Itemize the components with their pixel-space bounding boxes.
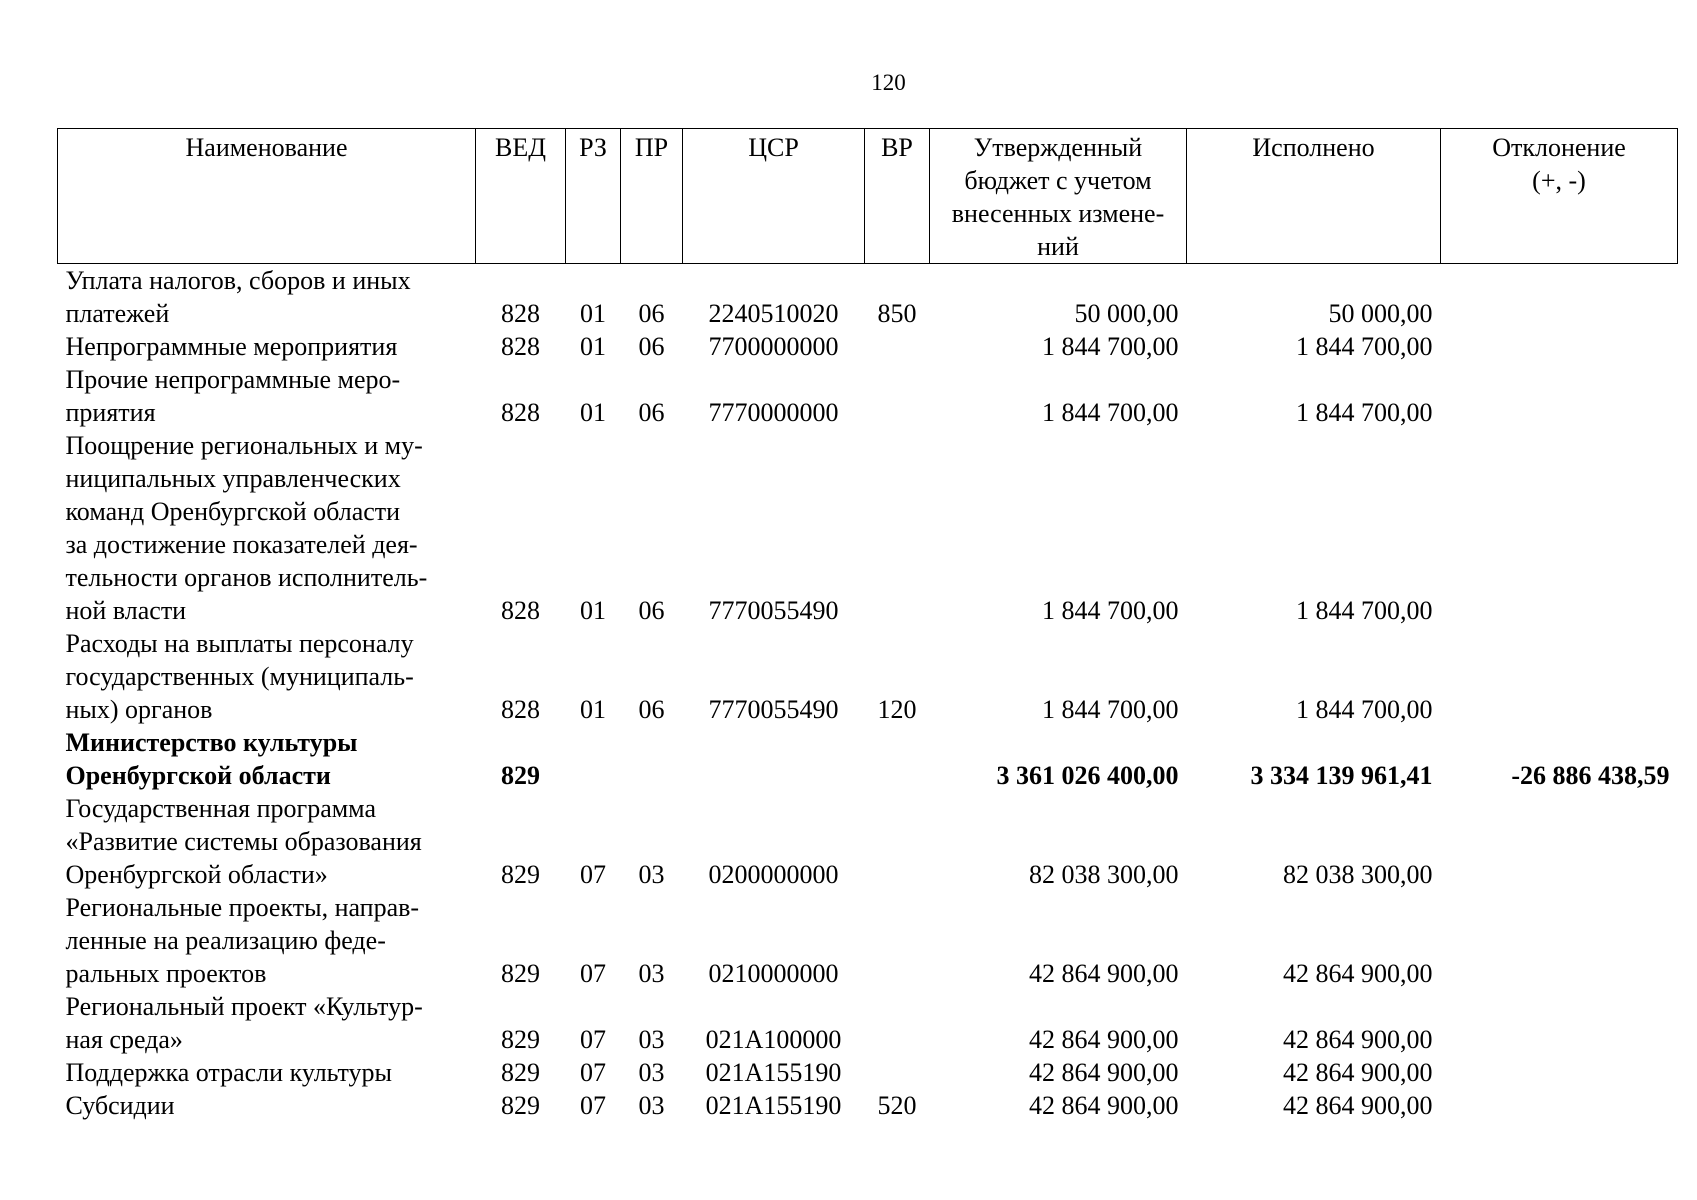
row-csr: 7770055490 <box>708 695 839 724</box>
row-name <box>58 1056 476 1089</box>
header-approved <box>930 129 1187 264</box>
row-pr: 06 <box>638 695 665 724</box>
row-name-line: ной власти <box>65 596 187 625</box>
row-executed: 1 844 700,00 <box>1296 332 1433 361</box>
row-deviation <box>1441 792 1678 891</box>
row-name <box>58 990 476 1056</box>
row-deviation <box>1441 1056 1678 1089</box>
header-text-line: ний <box>1037 232 1079 261</box>
row-pr: 03 <box>638 860 665 889</box>
row-deviation <box>1441 330 1678 363</box>
table-row <box>58 726 1678 792</box>
header-pr: ПР <box>621 129 683 264</box>
row-name-line: Региональные проекты, направ- <box>65 893 420 922</box>
row-vr: 520 <box>877 1091 917 1120</box>
page-number: 120 <box>871 70 906 95</box>
row-name-line: Непрограммные мероприятия <box>65 332 398 361</box>
row-vr <box>865 363 930 429</box>
row-pr: 06 <box>638 398 665 427</box>
row-vr <box>865 990 930 1056</box>
table-row <box>58 891 1678 990</box>
row-vr: 850 <box>877 299 917 328</box>
row-name-line: Уплата налогов, сборов и иных <box>65 266 411 295</box>
row-ved: 829 <box>501 1025 540 1054</box>
row-approved: 42 864 900,00 <box>1029 1025 1179 1054</box>
row-name-line: Прочие непрограммные меро- <box>65 365 401 394</box>
budget-table <box>57 128 1678 1122</box>
header-text-line: Утвержденный <box>973 133 1143 162</box>
header-deviation <box>1441 129 1678 264</box>
row-vr <box>865 429 930 627</box>
row-name <box>58 627 476 726</box>
row-vr <box>865 1056 930 1089</box>
row-approved: 1 844 700,00 <box>1042 332 1179 361</box>
row-csr: 021A155190 <box>705 1091 842 1120</box>
row-pr: 06 <box>638 596 665 625</box>
row-name-line: Министерство культуры <box>65 728 358 757</box>
row-pr: 03 <box>638 1058 665 1087</box>
row-name <box>58 264 476 331</box>
row-approved: 42 864 900,00 <box>1029 1058 1179 1087</box>
row-ved: 828 <box>501 398 540 427</box>
row-name-line: Расходы на выплаты персоналу <box>65 629 414 658</box>
row-ved: 829 <box>501 761 540 790</box>
row-pr: 06 <box>638 299 665 328</box>
table-row <box>58 792 1678 891</box>
row-executed: 1 844 700,00 <box>1296 596 1433 625</box>
row-name-line: ленные на реализацию феде- <box>65 926 386 955</box>
row-ved: 828 <box>501 332 540 361</box>
row-executed: 42 864 900,00 <box>1283 1025 1433 1054</box>
table-row <box>58 264 1678 331</box>
row-pr <box>621 726 683 792</box>
row-csr: 7700000000 <box>708 332 839 361</box>
row-deviation <box>1441 627 1678 726</box>
row-deviation <box>1441 1089 1678 1122</box>
table-row <box>58 990 1678 1056</box>
row-pr: 03 <box>638 959 665 988</box>
row-vr <box>865 330 930 363</box>
row-executed: 42 864 900,00 <box>1283 1091 1433 1120</box>
row-csr: 7770055490 <box>708 596 839 625</box>
row-approved: 42 864 900,00 <box>1029 1091 1179 1120</box>
row-executed: 42 864 900,00 <box>1283 1058 1433 1087</box>
row-name <box>58 429 476 627</box>
row-pr: 06 <box>638 332 665 361</box>
row-rz: 07 <box>580 1058 606 1087</box>
row-rz: 01 <box>580 299 606 328</box>
row-rz: 01 <box>580 695 606 724</box>
row-csr: 7770000000 <box>708 398 839 427</box>
row-name-line: Поощрение региональных и му- <box>65 431 423 460</box>
row-name-line: Региональный проект «Культур- <box>65 992 423 1021</box>
table-row <box>58 1089 1678 1122</box>
row-deviation: -26 886 438,59 <box>1511 761 1670 790</box>
row-name-line: Государственная программа <box>65 794 377 823</box>
row-ved: 829 <box>501 959 540 988</box>
row-rz: 07 <box>580 1091 606 1120</box>
row-name <box>58 726 476 792</box>
row-vr <box>865 891 930 990</box>
header-executed: Исполнено <box>1187 129 1441 264</box>
table-row <box>58 627 1678 726</box>
header-text-line: (+, -) <box>1532 166 1586 195</box>
row-rz: 07 <box>580 959 606 988</box>
row-approved: 1 844 700,00 <box>1042 398 1179 427</box>
row-name <box>58 330 476 363</box>
row-name <box>58 891 476 990</box>
row-approved: 1 844 700,00 <box>1042 596 1179 625</box>
row-name-line: Поддержка отрасли культуры <box>65 1058 393 1087</box>
row-csr <box>683 726 865 792</box>
header-csr: ЦСР <box>683 129 865 264</box>
row-executed: 50 000,00 <box>1328 299 1433 328</box>
row-csr: 2240510020 <box>708 299 839 328</box>
row-vr <box>865 792 930 891</box>
row-csr: 0200000000 <box>708 860 839 889</box>
row-name-line: команд Оренбургской области <box>65 497 401 526</box>
row-csr: 021A155190 <box>705 1058 842 1087</box>
row-rz: 01 <box>580 398 606 427</box>
row-rz: 07 <box>580 860 606 889</box>
header-vr: ВР <box>865 129 930 264</box>
row-name-line: государственных (муниципаль- <box>65 662 414 691</box>
header-text-line: внесенных измене- <box>951 199 1165 228</box>
row-pr: 03 <box>638 1091 665 1120</box>
row-name-line: Оренбургской области <box>65 761 331 790</box>
row-name-line: за достижение показателей дея- <box>65 530 418 559</box>
row-executed: 82 038 300,00 <box>1283 860 1433 889</box>
row-rz: 01 <box>580 332 606 361</box>
row-deviation <box>1441 429 1678 627</box>
row-rz: 07 <box>580 1025 606 1054</box>
row-name <box>58 363 476 429</box>
row-name-line: тельности органов исполнитель- <box>65 563 428 592</box>
row-rz: 01 <box>580 596 606 625</box>
row-executed: 1 844 700,00 <box>1296 695 1433 724</box>
row-name-line: ральных проектов <box>65 959 267 988</box>
row-name-line: ная среда» <box>65 1025 183 1054</box>
header-ved: ВЕД <box>476 129 566 264</box>
row-rz <box>566 726 621 792</box>
row-ved: 829 <box>501 1058 540 1087</box>
row-csr: 021A100000 <box>705 1025 842 1054</box>
row-name <box>58 1089 476 1122</box>
row-approved: 42 864 900,00 <box>1029 959 1179 988</box>
table-row <box>58 1056 1678 1089</box>
row-name-line: приятия <box>65 398 156 427</box>
row-name <box>58 792 476 891</box>
row-approved: 1 844 700,00 <box>1042 695 1179 724</box>
row-executed: 1 844 700,00 <box>1296 398 1433 427</box>
row-name-line: ниципальных управленческих <box>65 464 401 493</box>
row-executed: 42 864 900,00 <box>1283 959 1433 988</box>
table-row <box>58 429 1678 627</box>
row-name-line: Оренбургской области» <box>65 860 328 889</box>
table-row <box>58 330 1678 363</box>
header-rz: РЗ <box>566 129 621 264</box>
table-row <box>58 363 1678 429</box>
row-deviation <box>1441 891 1678 990</box>
row-approved: 82 038 300,00 <box>1029 860 1179 889</box>
row-vr <box>865 726 930 792</box>
row-pr: 03 <box>638 1025 665 1054</box>
table-header-row <box>58 129 1678 264</box>
header-name: Наименование <box>58 129 476 264</box>
row-name-line: ных) органов <box>65 695 213 724</box>
row-ved: 828 <box>501 695 540 724</box>
row-name-line: платежей <box>65 299 170 328</box>
row-csr: 0210000000 <box>708 959 839 988</box>
row-executed: 3 334 139 961,41 <box>1250 761 1433 790</box>
header-text-line: бюджет с учетом <box>964 166 1152 195</box>
row-vr: 120 <box>877 695 917 724</box>
row-deviation <box>1441 264 1678 331</box>
row-approved: 3 361 026 400,00 <box>996 761 1179 790</box>
header-text-line: Отклонение <box>1492 133 1626 162</box>
row-ved: 828 <box>501 299 540 328</box>
row-ved: 828 <box>501 596 540 625</box>
row-approved: 50 000,00 <box>1074 299 1179 328</box>
row-name-line: «Развитие системы образования <box>65 827 422 856</box>
row-ved: 829 <box>501 860 540 889</box>
row-ved: 829 <box>501 1091 540 1120</box>
row-deviation <box>1441 990 1678 1056</box>
row-deviation <box>1441 363 1678 429</box>
row-name-line: Субсидии <box>65 1091 175 1120</box>
